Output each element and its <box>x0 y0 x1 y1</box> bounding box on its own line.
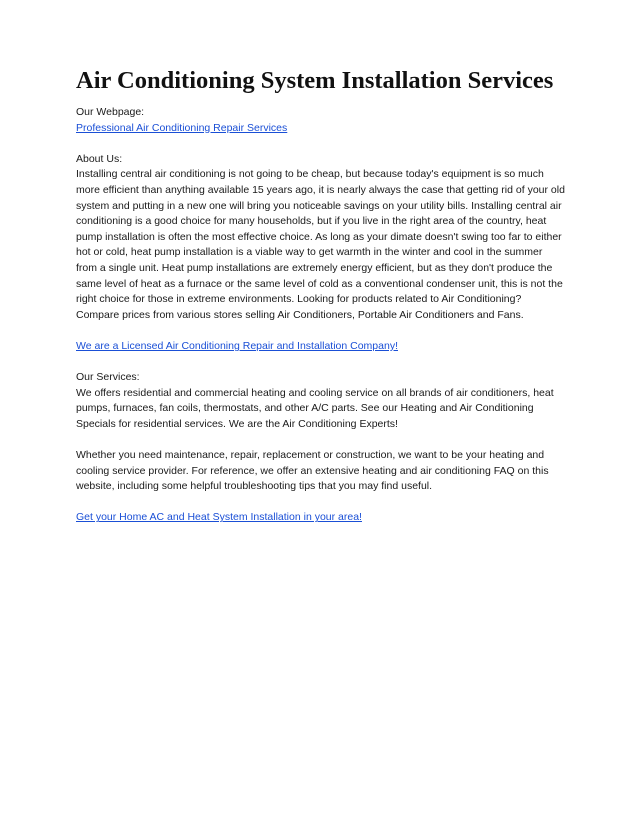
cta-section <box>76 510 566 526</box>
page-title: Air Conditioning System Installation Services <box>76 67 554 94</box>
about-label: About Us: <box>76 152 123 165</box>
services-label: Our Services: <box>76 371 140 384</box>
licensed-company-link[interactable]: We are a Licensed Air Conditioning Repair and Installation Company! <box>76 339 398 352</box>
about-paragraph: Installing central air conditioning is not going to be cheap, but because today's equipment is so much more efficient than anything available 15 years ago, it is nearly always the case that getting rid of your old system and putting in a new one will bring you noticeable savings on your utility bills. Installing central air conditioning is a good choice for many households, but if you live in the right area of the country, heat pump installation is often the most effective choice. As long as your dimate doesn't swing too far to either hot or cold, heat pump installation is a viable way to get warmth in the winter and cool in the summer from a single unit. Heat pump installations are extremely energy efficient, but as they don't produce the same level of heat as a furnace or the same level of cold as a conventional condenser unit, this is not the right choice for those in extreme environments. Looking for products related to Air Conditioning? Compare prices from various stores selling Air Conditioners, Portable Air Conditioners and Fans. <box>76 168 565 321</box>
document-page <box>76 66 566 542</box>
about-section <box>76 152 566 324</box>
installation-cta-link[interactable]: Get your Home AC and Heat System Installation in your area! <box>76 511 362 524</box>
licensed-section <box>76 339 566 355</box>
services-paragraph: We offers residential and commercial heating and cooling service on all brands of air conditioners, heat pumps, furnaces, fan coils, thermostats, and other A/C parts. See our Heating and Air Conditioning Specials for residential services. We are the Air Conditioning Experts! <box>76 386 554 430</box>
services-section <box>76 370 566 432</box>
provider-section <box>76 448 566 495</box>
webpage-section <box>76 105 566 136</box>
webpage-label: Our Webpage: <box>76 106 145 118</box>
provider-paragraph: Whether you need maintenance, repair, replacement or construction, we want to be your heating and cooling service provider. For reference, we offer an extensive heating and air conditioning FAQ on this website, including some helpful troubleshooting tips that you may find useful. <box>76 449 549 493</box>
webpage-link[interactable]: Professional Air Conditioning Repair Services <box>76 121 288 134</box>
